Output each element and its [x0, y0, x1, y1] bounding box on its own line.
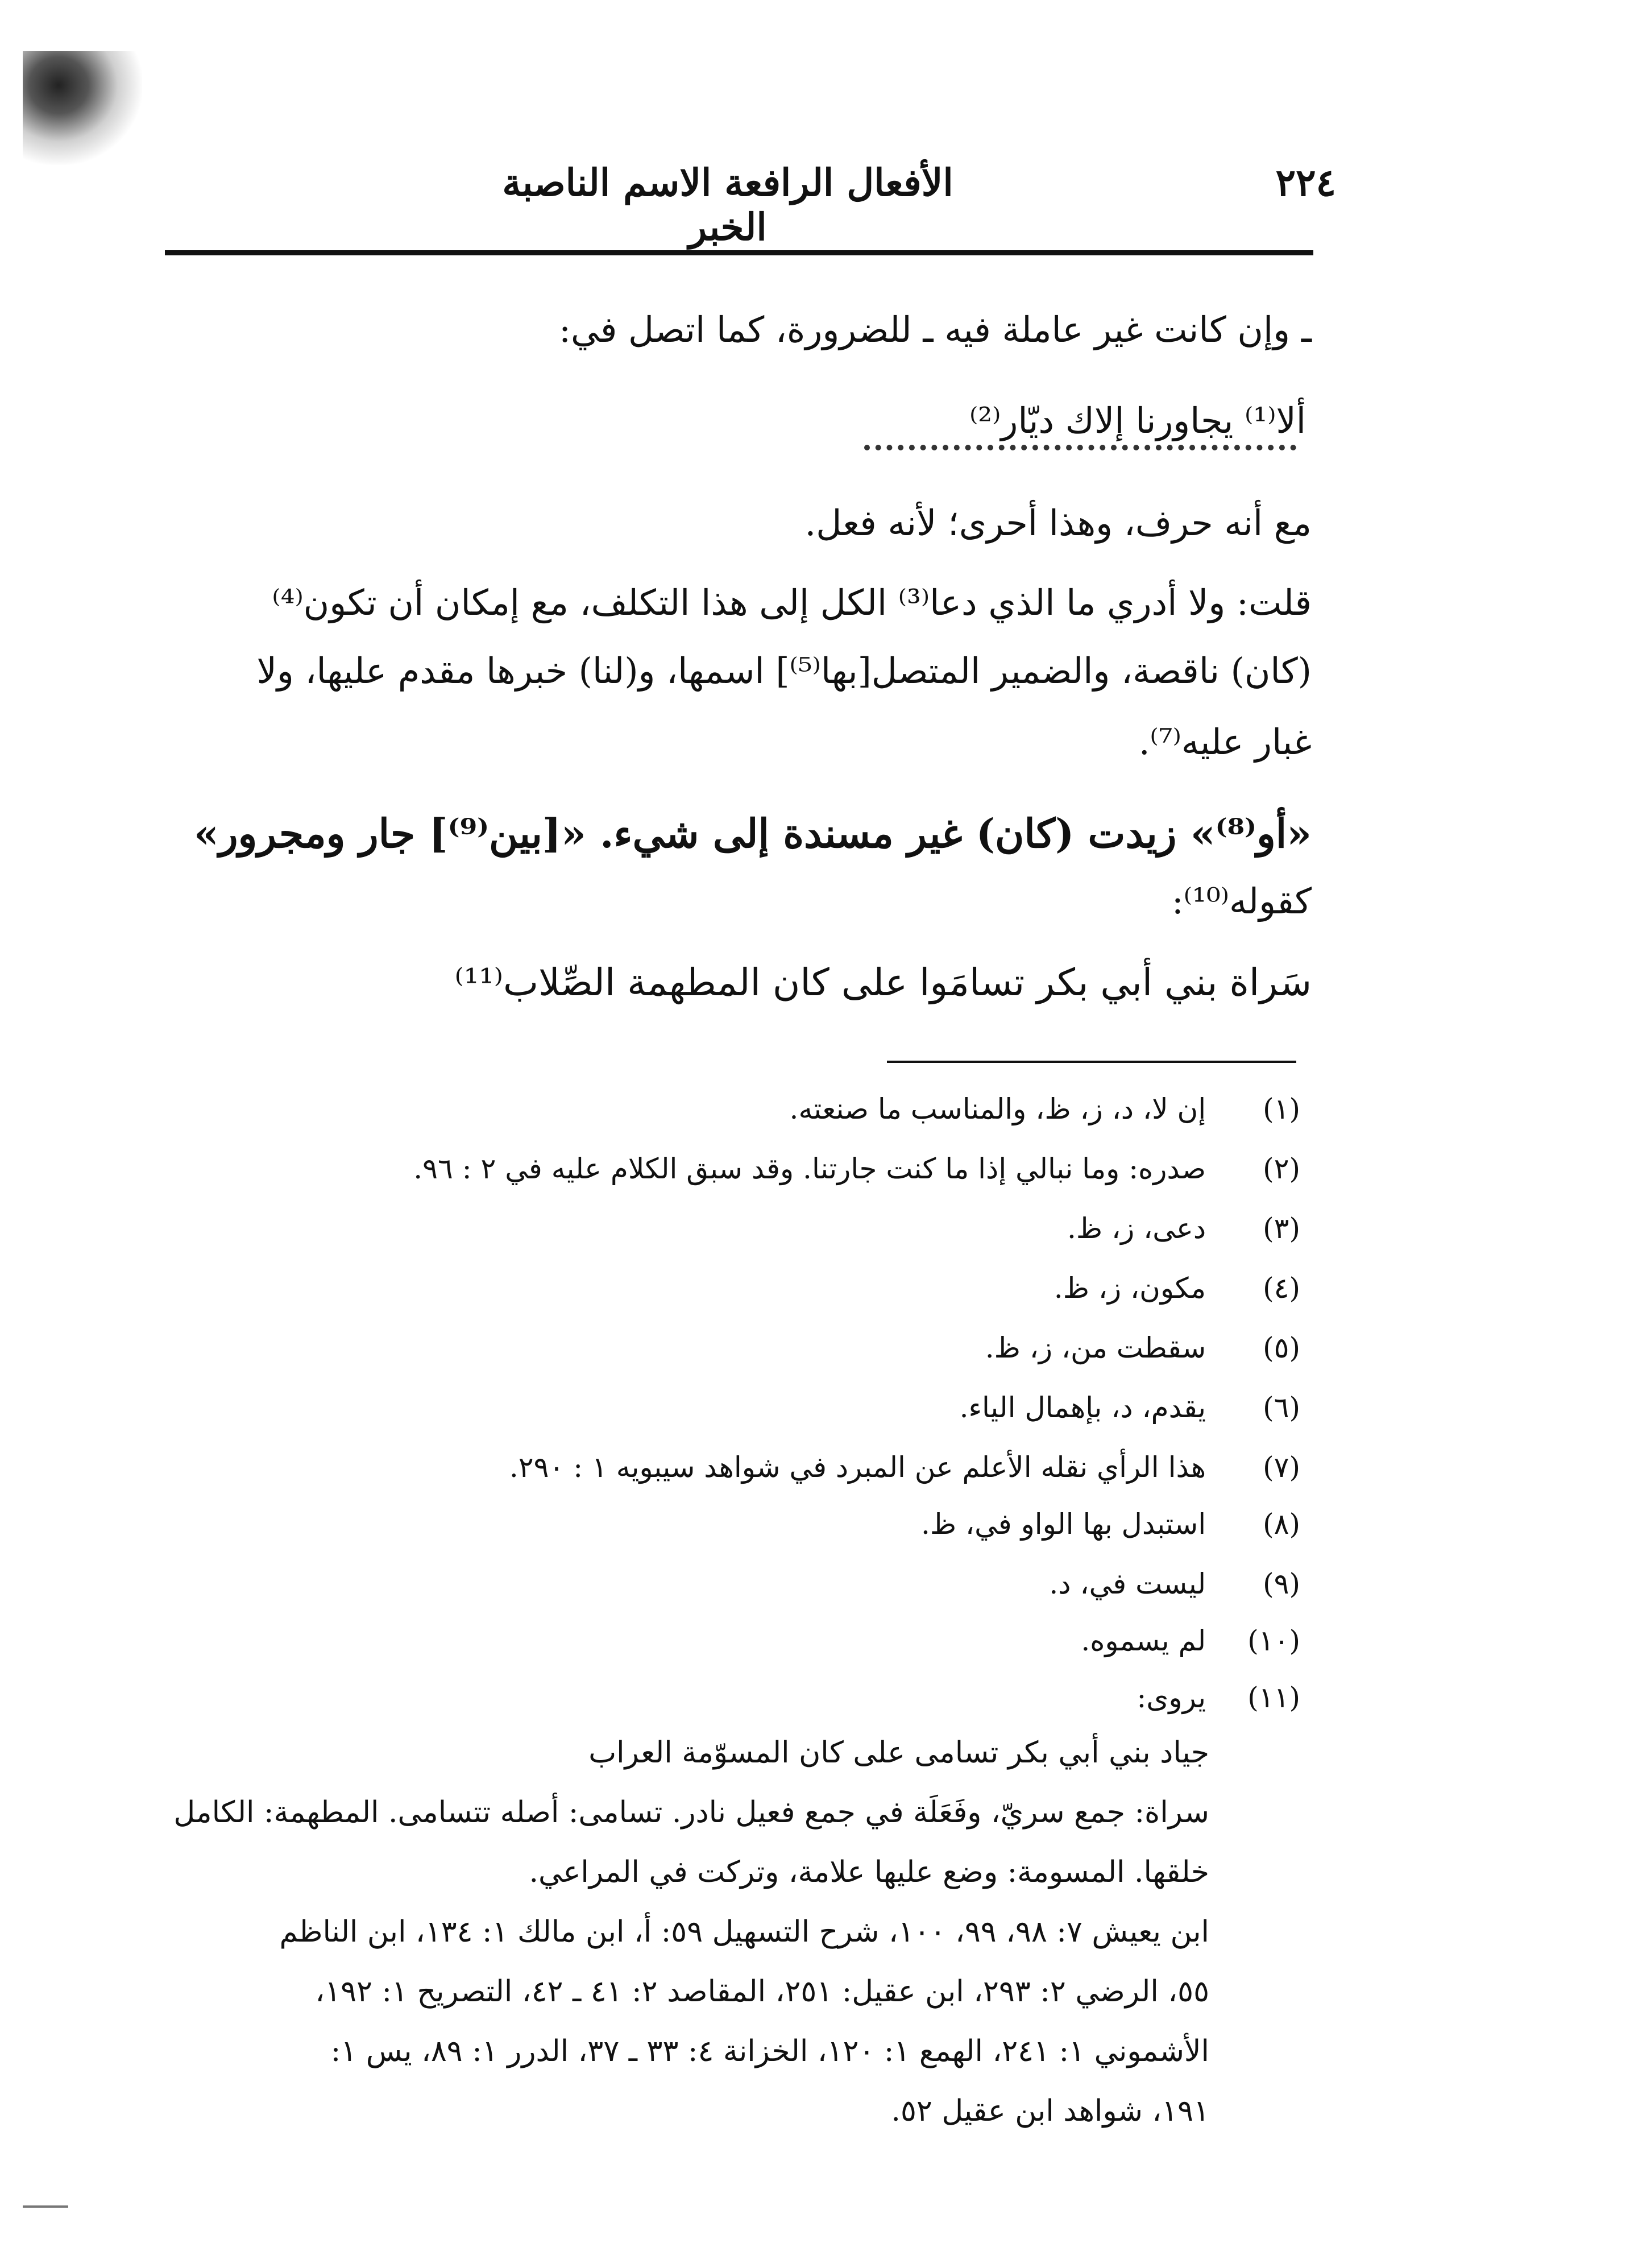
footnote-text: إن لا، د، ز، ظ، والمناسب ما صنعته.	[789, 1092, 1206, 1125]
footnote-11-line-5: ٥٥، الرضي ٢: ٢٩٣، ابن عقيل: ٢٥١، المقاصد ٢: ٤١ ـ ٤٢، التصريح ١: ١٩٢،	[315, 1975, 1209, 2009]
footnote-8	[334, 1507, 1300, 1541]
verse-1-dotted-gap	[864, 439, 1296, 450]
body-line-1: ـ وإن كانت غير عاملة فيه ـ للضرورة، كما اتصل في:	[559, 309, 1312, 350]
footnote-text: هذا الرأي نقله الأعلم عن المبرد في شواهد سيبويه ١ : ٢٩٠.	[509, 1451, 1206, 1484]
footnote-text: استبدل بها الواو في، ظ.	[920, 1508, 1206, 1541]
footnote-6	[334, 1390, 1300, 1425]
footnote-number: (٦)	[1263, 1391, 1300, 1424]
footnote-10	[334, 1624, 1300, 1658]
footnote-4	[334, 1271, 1300, 1305]
body-line-3: قلت: ولا أدري ما الذي دعا⁽³⁾ الكل إلى هذا التكلف، مع إمكان أن تكون⁽⁴⁾	[272, 582, 1312, 623]
footnote-9	[334, 1567, 1300, 1601]
footnote-text: يقدم، د، بإهمال الياء.	[959, 1391, 1206, 1424]
footnote-3	[334, 1211, 1300, 1245]
footnote-11-verse: جياد بني أبي بكر تسامى على كان المسوّمة العراب	[588, 1736, 1209, 1770]
footnote-number: (١)	[1263, 1092, 1300, 1125]
body-line-4: (كان) ناقصة، والضمير المتصل[بها⁽⁵⁾] اسمها، و(لنا) خبرها مقدم عليها، ولا	[256, 650, 1312, 692]
verse-1: ألا⁽¹⁾ يجاورنا إلاك ديّار⁽²⁾	[969, 400, 1306, 441]
footnote-11-line-6: الأشموني ١: ٢٤١، الهمع ١: ١٢٠، الخزانة ٤: ٣٣ ـ ٣٧، الدرر ١: ٨٩، يس ١:	[330, 2034, 1209, 2068]
page-number: ٢٢٤	[1275, 160, 1336, 205]
footnote-2	[334, 1152, 1300, 1186]
body-line-5: غبار عليه⁽⁷⁾.	[1138, 721, 1312, 763]
footnote-5	[334, 1331, 1300, 1365]
footnote-11-line-3: خلقها. المسومة: وضع عليها علامة، وتركت في المراعي.	[529, 1855, 1209, 1889]
scan-blot	[23, 51, 142, 165]
footnote-rule	[887, 1061, 1296, 1063]
footnote-11-line-7: ١٩١، شواهد ابن عقيل ٥٢.	[891, 2094, 1209, 2128]
footnote-text: مكون، ز، ظ.	[1054, 1272, 1206, 1305]
footnote-number: (٩)	[1263, 1567, 1300, 1600]
footnote-number: (١٠)	[1247, 1624, 1300, 1657]
header-rule	[165, 250, 1313, 255]
verse-2: سَراة بني أبي بكر تسامَوا على كان المطهمة الصِّلاب⁽¹¹⁾	[454, 961, 1312, 1004]
scan-mark	[23, 2205, 68, 2208]
footnote-text: يروى:	[1137, 1681, 1206, 1714]
footnote-11-line-4: ابن يعيش ٧: ٩٨، ٩٩، ١٠٠، شرح التسهيل ٥٩: أ، ابن مالك ١: ١٣٤، ابن الناظم	[279, 1915, 1209, 1949]
footnote-text: دعى، ز، ظ.	[1067, 1212, 1206, 1245]
footnote-text: لم يسموه.	[1081, 1624, 1206, 1657]
footnote-number: (٣)	[1263, 1212, 1300, 1245]
body-line-7: كقوله⁽¹⁰⁾:	[1171, 880, 1312, 922]
body-line-2: مع أنه حرف، وهذا أحرى؛ لأنه فعل.	[804, 502, 1312, 544]
footnote-number: (٤)	[1263, 1272, 1300, 1305]
footnote-1	[334, 1092, 1300, 1126]
running-title: الأفعال الرافعة الاسم الناصبة الخبر	[502, 160, 953, 249]
footnote-number: (٥)	[1263, 1331, 1300, 1364]
footnote-number: (٧)	[1263, 1451, 1300, 1484]
footnote-7	[334, 1450, 1300, 1484]
footnote-text: ليست في، د.	[1049, 1567, 1206, 1600]
footnote-number: (٢)	[1263, 1152, 1300, 1185]
footnote-number: (١١)	[1247, 1681, 1300, 1714]
footnote-text: سقطت من، ز، ظ.	[985, 1331, 1206, 1364]
body-line-6: «أو⁽⁸⁾» زيدت (كان) غير مسندة إلى شيء. «[بين⁽⁹⁾] جار ومجرور»	[193, 810, 1312, 857]
footnote-11-line-2: سراة: جمع سريّ، وفَعَلَة في جمع فعيل نادر. تسامى: أصله تتسامى. المطهمة: الكامل	[173, 1795, 1209, 1830]
footnote-number: (٨)	[1263, 1508, 1300, 1541]
footnote-11	[334, 1681, 1300, 1715]
footnote-text: صدره: وما نبالي إذا ما كنت جارتنا. وقد سبق الكلام عليه في ٢ : ٩٦.	[413, 1152, 1206, 1185]
